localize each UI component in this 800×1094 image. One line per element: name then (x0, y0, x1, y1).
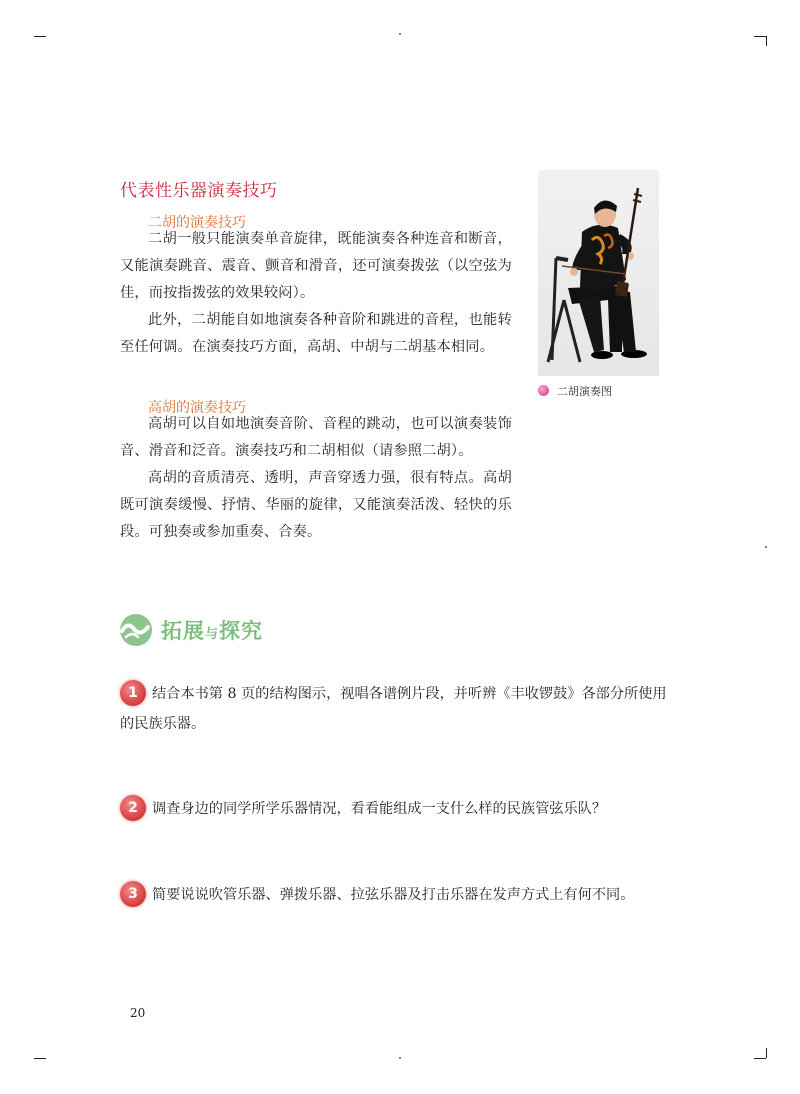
pink-bullet-icon (538, 385, 549, 396)
question-2-text: 调查身边的同学所学乐器情况，看看能组成一支什么样的民族管弦乐队？ (152, 801, 607, 817)
crop-mark (34, 1058, 46, 1059)
gaohu-paragraph-2: 高胡的音质清亮、透明，声音穿透力强，很有特点。高胡既可演奏缓慢、抒情、华丽的旋律，又能演奏活泼、轻快的乐段。可独奏或参加重奏、合奏。 (120, 470, 512, 540)
question-2 (120, 794, 680, 824)
photo-caption-text: 二胡演奏图 (557, 385, 612, 398)
question-1 (120, 679, 680, 739)
gaohu-paragraph-1: 高胡可以自如地演奏音阶、音程的跳动，也可以演奏装饰音、滑音和泛音。演奏技巧和二胡相似（请参照二胡）。 (120, 416, 512, 459)
question-1-text: 结合本书第 8 页的结构图示，视唱各谱例片段，并听辨《丰收锣鼓》各部分所使用的民族乐器。 (120, 686, 667, 732)
question-number-badge: 3 (120, 881, 146, 907)
erhu-paragraph-1: 二胡一般只能演奏单音旋律，既能演奏各种连音和断音，又能演奏跳音、震音、颤音和滑音，还可演奏拨弦（以空弦为佳，而按指拨弦的效果较闷）。 (120, 231, 512, 301)
registration-dot (399, 1057, 401, 1059)
explore-section-heading (117, 610, 263, 650)
erhu-performance-photo (538, 170, 659, 376)
page-number: 20 (130, 1006, 146, 1020)
crop-mark (754, 36, 766, 37)
crop-mark (766, 1048, 767, 1058)
erhu-paragraph-2: 此外，二胡能自如地演奏各种音阶和跳进的音程，也能转至任何调。在演奏技巧方面，高胡、中胡与二胡基本相同。 (120, 312, 512, 355)
gaohu-heading: 高胡的演奏技巧 (148, 400, 246, 416)
question-3-text: 简要说说吹管乐器、弹拨乐器、拉弦乐器及打击乐器在发声方式上有何不同。 (152, 887, 635, 903)
explore-title: 拓展与探究 (161, 619, 264, 643)
question-number-badge: 2 (120, 795, 146, 821)
crop-mark (766, 36, 767, 46)
erhu-player-illustration (538, 170, 659, 376)
registration-dot (399, 33, 401, 35)
crop-mark (34, 36, 46, 37)
section-title: 代表性乐器演奏技巧 (120, 181, 278, 201)
registration-dot (765, 546, 767, 548)
crop-mark (754, 1058, 766, 1059)
question-3 (120, 880, 680, 910)
wave-logo-icon (117, 613, 155, 647)
erhu-heading: 二胡的演奏技巧 (148, 215, 246, 231)
question-number-badge: 1 (120, 680, 146, 706)
photo-caption (538, 383, 612, 399)
